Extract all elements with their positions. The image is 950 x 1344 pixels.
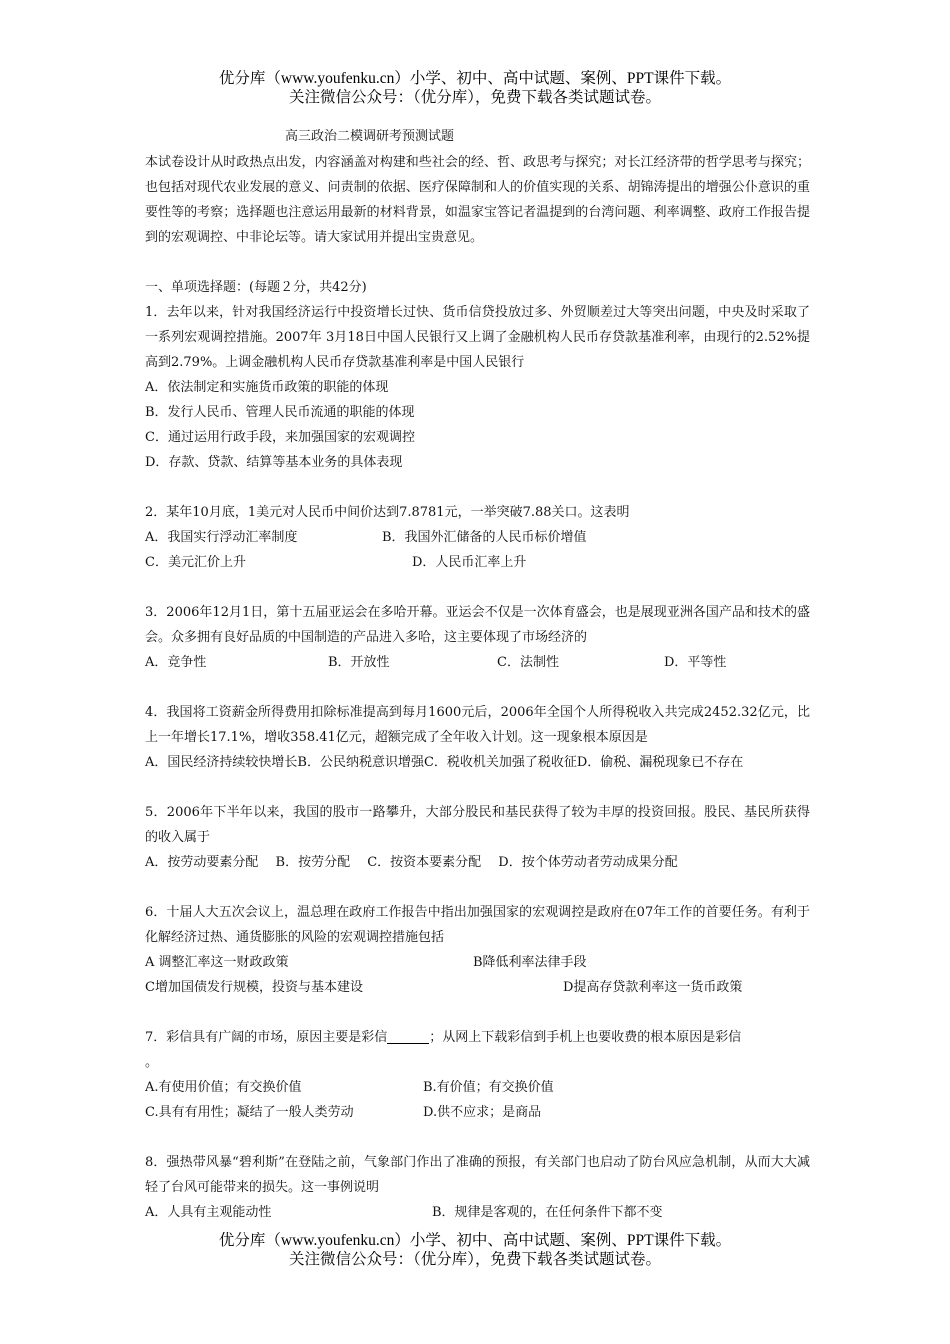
option-c: C.具有有用性；凝结了一般人类劳动 (145, 1105, 354, 1120)
option-row (145, 650, 810, 675)
spacer (145, 775, 810, 800)
option-b: B．开放性 (328, 655, 390, 670)
footer-line-2: 关注微信公众号：（优分库），免费下载各类试题试卷。 (288, 1251, 661, 1268)
spacer (145, 875, 810, 900)
option-c: C．美元汇价上升 (145, 555, 246, 570)
question-8 (145, 1150, 810, 1225)
question-stem: 3．2006年12月1日，第十五届亚运会在多哈开幕。亚运会不仅是一次体育盛会，也是展现亚洲各国产品和技术的盛会。众多拥有良好品质的中国制造的产品进入多哈，这主要体现了市场经济的 (145, 605, 810, 645)
question-6 (145, 900, 810, 1000)
option-d: D．平等性 (664, 655, 727, 670)
question-stem: 5．2006年下半年以来，我国的股市一路攀升，大部分股民和基民获得了较为丰厚的投资回报。股民、基民所获得的收入属于 (145, 805, 810, 845)
page-title: 高三政治二模调研考预测试题 (285, 129, 455, 144)
stem-end: 。 (145, 1055, 159, 1070)
stem-part-2: ；从网上下载彩信到手机上也要收费的根本原因是彩信 (429, 1030, 742, 1045)
option-a: A．依法制定和实施货币政策的职能的体现 (145, 380, 389, 395)
option-row (145, 1200, 810, 1225)
option-row (145, 1075, 810, 1100)
option-b: B．规律是客观的，在任何条件下都不变 (432, 1205, 663, 1220)
spacer (145, 575, 810, 600)
question-1 (145, 300, 810, 475)
option-a: A．竞争性 (145, 655, 207, 670)
footer-line-1: 优分库（www.youfenku.cn）小学、初中、高中试题、案例、PPT课件下载。 (218, 1232, 732, 1249)
option-a: A.有使用价值；有交换价值 (145, 1080, 302, 1095)
question-5 (145, 800, 810, 875)
spacer (145, 1125, 810, 1150)
spacer (145, 1000, 810, 1025)
options-line: A．国民经济持续较快增长B．公民纳税意识增强C．税收机关加强了税收征D．偷税、漏税现象已不存在 (145, 755, 744, 770)
spacer (145, 475, 810, 500)
option-b: B．我国外汇储备的人民币标价增值 (382, 530, 587, 545)
header-line-2: 关注微信公众号：（优分库），免费下载各类试题试卷。 (288, 89, 661, 106)
intro-paragraph: 本试卷设计从时政热点出发，内容涵盖对构建和些社会的经、哲、政思考与探究；对长江经济带的哲学思考与探究；也包括对现代农业发展的意义、问责制的依据、医疗保障制和人的价值实现的关系、胡锦涛提出的增强公仆意识的重要性等的考察；选择题也注意运用最新的材料背景，如温家宝答记者温提到的台湾问题、利率调整、政府工作报告提到的宏观调控、中非论坛等。请大家试用并提出宝贵意见。 (145, 155, 810, 245)
option-d: D.供不应求；是商品 (423, 1105, 542, 1120)
answer-blank (387, 1028, 429, 1044)
question-stem: 4．我国将工资薪金所得费用扣除标准提高到每月1600元后，2006年全国个人所得税收入共完成2452.32亿元，比上一年增长17.1%，增收358.41亿元，超额完成了全年收入计划。这一现象根本原因是 (145, 705, 810, 745)
header-line-1: 优分库（www.youfenku.cn）小学、初中、高中试题、案例、PPT课件下载。 (218, 70, 732, 87)
spacer (145, 250, 810, 275)
option-a: A．我国实行浮动汇率制度 (145, 530, 298, 545)
option-row (145, 525, 810, 550)
spacer (145, 675, 810, 700)
section-heading: 一、单项选择题：(每题２分，共42分) (145, 280, 367, 295)
option-d: D．存款、贷款、结算等基本业务的具体表现 (145, 455, 403, 470)
question-stem: 6．十届人大五次会议上，温总理在政府工作报告中指出加强国家的宏观调控是政府在07年工作的首要任务。有利于化解经济过热、通货膨胀的风险的宏观调控措施包括 (145, 905, 810, 945)
option-row (145, 975, 810, 1000)
header-banner (0, 69, 950, 107)
option-a: A 调整汇率这一财政政策 (145, 955, 289, 970)
option-row (145, 550, 810, 575)
options-line: A．按劳动要素分配 B．按劳分配 C．按资本要素分配 D．按个体劳动者劳动成果分配 (145, 855, 678, 870)
question-7 (145, 1025, 810, 1125)
question-stem: 2．某年10月底，1美元对人民币中间价达到7.8781元，一举突破7.88关口。这表明 (145, 505, 630, 520)
option-b: B．发行人民币、管理人民币流通的职能的体现 (145, 405, 415, 420)
option-c: C．通过运用行政手段，来加强国家的宏观调控 (145, 430, 415, 445)
question-3 (145, 600, 810, 675)
option-row (145, 1100, 810, 1125)
question-4 (145, 700, 810, 775)
option-d: D．人民币汇率上升 (412, 555, 527, 570)
question-2 (145, 500, 810, 575)
question-stem (145, 1025, 810, 1075)
option-c: C增加国债发行规模，投资与基本建设 (145, 980, 363, 995)
option-b: B降低利率法律手段 (473, 955, 587, 970)
option-c: C．法制性 (497, 655, 559, 670)
option-row (145, 950, 810, 975)
footer-banner (0, 1231, 950, 1269)
option-a: A．人具有主观能动性 (145, 1205, 272, 1220)
exam-document (145, 127, 810, 1225)
option-b: B.有价值；有交换价值 (423, 1080, 554, 1095)
stem-part-1: 7．彩信具有广阔的市场，原因主要是彩信 (145, 1030, 388, 1045)
question-stem: 8．强热带风暴“碧利斯”在登陆之前，气象部门作出了准确的预报，有关部门也启动了防台风应急机制，从而大大减轻了台风可能带来的损失。这一事例说明 (145, 1155, 810, 1195)
question-stem: 1．去年以来，针对我国经济运行中投资增长过快、货币信贷投放过多、外贸顺差过大等突出问题，中央及时采取了一系列宏观调控措施。2007年 3月18日中国人民银行又上调了金融机构人民币存贷款基准利率，由现行的2.52%提高到2.79%。上调金融机构人民币存贷款基准利率是中国人民银行 (145, 305, 810, 370)
option-d: D提高存贷款利率这一货币政策 (563, 980, 743, 995)
